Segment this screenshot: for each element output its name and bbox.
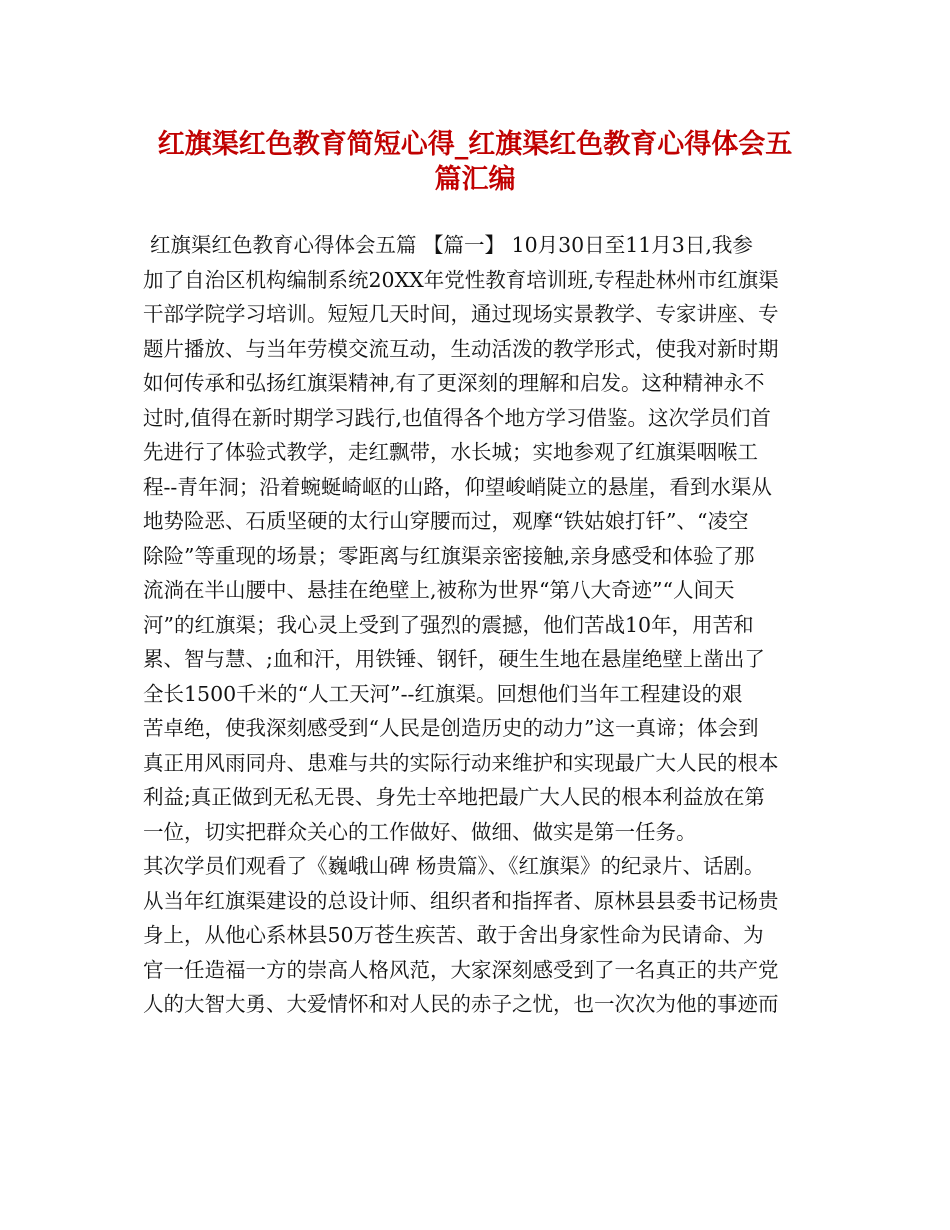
text-line: 地势险恶、石质坚硬的太行山穿腰而过，观摩“铁姑娘打钎”、“凌空 xyxy=(143,509,749,533)
text-line: 干部学院学习培训。短短几天时间，通过现场实景教学、专家讲座、专 xyxy=(143,302,779,326)
text-line: 先进行了体验式教学，走红飘带，水长城；实地参观了红旗渠咽喉工 xyxy=(143,440,758,464)
text-line: 利益;真正做到无私无畏、身先士卒地把最广大人民的根本利益放在第 xyxy=(143,785,765,809)
text-line: 苦卓绝，使我深刻感受到“人民是创造历史的动力”这一真谛；体会到 xyxy=(143,716,759,740)
text-line: 一位，切实把群众关心的工作做好、做细、做实是第一任务。 xyxy=(143,819,697,844)
text-line: 河”的红旗渠；我心灵上受到了强烈的震撼，他们苦战10年，用苦和 xyxy=(143,612,754,637)
text-line: 累、智与慧、;血和汗，用铁锤、钢钎，硬生生地在悬崖绝壁上凿出了 xyxy=(143,647,765,671)
text-line: 身上，从他心系林县50万苍生疾苦、敢于舍出身家性命为民请命、为 xyxy=(143,923,764,947)
text-line: 全长1500千米的“人工天河”--红旗渠。回想他们当年工程建设的艰 xyxy=(143,681,743,706)
text-line: 除险”等重现的场景；零距离与红旗渠亲密接触,亲身感受和体验了那 xyxy=(143,543,755,568)
paragraph-2 xyxy=(143,849,823,1022)
text-line: 加了自治区机构编制系统20XX年党性教育培训班,专程赴林州市红旗渠 xyxy=(143,267,779,292)
document-body xyxy=(143,228,823,1022)
text-line: 其次学员们观看了《巍峨山碑 杨贵篇》、《红旗渠》的纪录片、话剧。 xyxy=(143,854,765,878)
text-line: 人的大智大勇、大爱情怀和对人民的赤子之忧，也一次次为他的事迹而 xyxy=(143,992,779,1016)
paragraph-1 xyxy=(143,228,823,849)
text-line: 官一任造福一方的崇高人格风范，大家深刻感受到了一名真正的共产党 xyxy=(143,957,779,982)
text-line: 红旗渠红色教育心得体会五篇 【篇一】 10月30日至11月3日,我参 xyxy=(150,233,753,257)
text-line: 过时,值得在新时期学习践行,也值得各个地方学习借鉴。这次学员们首 xyxy=(143,405,772,430)
text-line: 从当年红旗渠建设的总设计师、组织者和指挥者、原林县县委书记杨贵 xyxy=(143,888,779,913)
document-title xyxy=(100,128,850,197)
title-line: 篇汇编 xyxy=(434,163,516,195)
text-line: 真正用风雨同舟、患难与共的实际行动来维护和实现最广大人民的根本 xyxy=(143,750,779,775)
text-line: 如何传承和弘扬红旗渠精神,有了更深刻的理解和启发。这种精神永不 xyxy=(143,371,765,395)
title-line: 红旗渠红色教育简短心得_红旗渠红色教育心得体会五 xyxy=(157,129,793,160)
text-line: 题片播放、与当年劳模交流互动，生动活泼的教学形式，使我对新时期 xyxy=(143,336,779,361)
text-line: 程--青年洞；沿着蜿蜒崎岖的山路，仰望峻峭陡立的悬崖，看到水渠从 xyxy=(143,474,772,499)
text-line: 流淌在半山腰中、悬挂在绝壁上,被称为世界“第八大奇迹”“人间天 xyxy=(143,578,735,602)
